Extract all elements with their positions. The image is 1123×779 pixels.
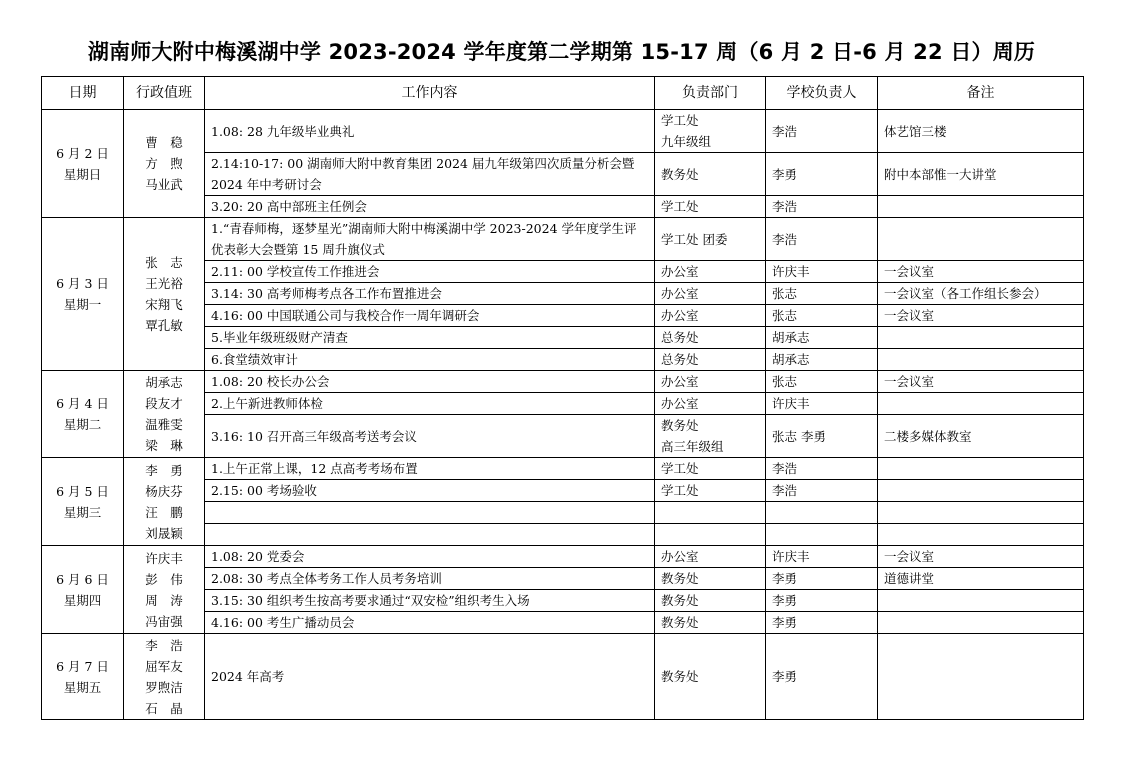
work-content-cell: 3.16: 10 召开高三年级高考送考会议 (205, 415, 655, 458)
notes-cell (878, 524, 1084, 546)
notes-cell (878, 612, 1084, 634)
notes-cell: 一会议室 (878, 305, 1084, 327)
notes-cell (878, 458, 1084, 480)
work-content-cell: 3.20: 20 高中部班主任例会 (205, 196, 655, 218)
school-lead-cell: 张志 (766, 283, 878, 305)
table-row (42, 634, 1084, 720)
table-row (42, 546, 1084, 568)
department-cell: 总务处 (655, 349, 766, 371)
department-cell: 办公室 (655, 546, 766, 568)
notes-cell (878, 393, 1084, 415)
school-lead-cell: 李浩 (766, 458, 878, 480)
notes-cell: 二楼多媒体教室 (878, 415, 1084, 458)
school-lead-cell: 胡承志 (766, 349, 878, 371)
duty-staff-cell: 李 浩 屈军友 罗煦洁 石 晶 (124, 634, 205, 720)
work-content-cell (205, 524, 655, 546)
work-content-cell: 4.16: 00 中国联通公司与我校合作一周年调研会 (205, 305, 655, 327)
department-cell: 总务处 (655, 327, 766, 349)
weekly-calendar-table (41, 76, 1084, 720)
department-cell: 教务处 (655, 634, 766, 720)
school-lead-cell (766, 524, 878, 546)
school-lead-cell: 李勇 (766, 568, 878, 590)
work-content-cell: 4.16: 00 考生广播动员会 (205, 612, 655, 634)
work-content-cell: 2.11: 00 学校宣传工作推进会 (205, 261, 655, 283)
work-content-cell: 1.08: 28 九年级毕业典礼 (205, 110, 655, 153)
work-content-cell: 2.15: 00 考场验收 (205, 480, 655, 502)
notes-cell: 一会议室 (878, 261, 1084, 283)
notes-cell (878, 327, 1084, 349)
department-cell: 办公室 (655, 261, 766, 283)
department-cell: 教务处 (655, 153, 766, 196)
duty-staff-cell: 张 志 王光裕 宋翔飞 覃孔敏 (124, 218, 205, 371)
school-lead-cell: 李浩 (766, 218, 878, 261)
duty-staff-cell: 曹 稳 方 煦 马业武 (124, 110, 205, 218)
notes-cell (878, 502, 1084, 524)
department-cell: 教务处 (655, 612, 766, 634)
work-content-cell: 5.毕业年级班级财产清查 (205, 327, 655, 349)
duty-staff-cell: 胡承志 段友才 温雅雯 梁 琳 (124, 371, 205, 458)
school-lead-cell: 李勇 (766, 612, 878, 634)
notes-cell: 体艺馆三楼 (878, 110, 1084, 153)
school-lead-cell: 张志 (766, 371, 878, 393)
department-cell: 学工处 (655, 480, 766, 502)
header-duty-staff: 行政值班 (124, 77, 205, 110)
department-cell: 办公室 (655, 305, 766, 327)
department-cell: 办公室 (655, 283, 766, 305)
duty-staff-cell: 许庆丰 彭 伟 周 涛 冯宙强 (124, 546, 205, 634)
table-row (42, 371, 1084, 393)
department-cell: 学工处 (655, 458, 766, 480)
notes-cell: 一会议室 (878, 546, 1084, 568)
work-content-cell: 2.08: 30 考点全体考务工作人员考务培训 (205, 568, 655, 590)
school-lead-cell: 李勇 (766, 590, 878, 612)
date-cell: 6 月 7 日 星期五 (42, 634, 124, 720)
notes-cell: 一会议室（各工作组长参会） (878, 283, 1084, 305)
department-cell: 教务处 (655, 568, 766, 590)
department-cell: 办公室 (655, 371, 766, 393)
duty-staff-cell: 李 勇 杨庆芬 汪 鹏 刘晟颖 (124, 458, 205, 546)
department-cell (655, 524, 766, 546)
notes-cell: 一会议室 (878, 371, 1084, 393)
page-title: 湖南师大附中梅溪湖中学 2023-2024 学年度第二学期第 15-17 周（6 月 2 日-6 月 22 日）周历 (87, 40, 1036, 64)
department-cell: 学工处 九年级组 (655, 110, 766, 153)
work-content-cell: 2.上午新进教师体检 (205, 393, 655, 415)
notes-cell (878, 196, 1084, 218)
header-department: 负责部门 (655, 77, 766, 110)
work-content-cell: 1.“青春师梅，逐梦星光”湖南师大附中梅溪湖中学 2023-2024 学年度学生评优表彰大会暨第 15 周升旗仪式 (205, 218, 655, 261)
date-cell: 6 月 6 日 星期四 (42, 546, 124, 634)
notes-cell (878, 480, 1084, 502)
work-content-cell: 1.08: 20 校长办公会 (205, 371, 655, 393)
table-row (42, 458, 1084, 480)
work-content-cell: 6.食堂绩效审计 (205, 349, 655, 371)
header-work-content: 工作内容 (205, 77, 655, 110)
school-lead-cell (766, 502, 878, 524)
school-lead-cell: 李勇 (766, 153, 878, 196)
school-lead-cell: 李勇 (766, 634, 878, 720)
school-lead-cell: 许庆丰 (766, 393, 878, 415)
work-content-cell: 2.14:10-17: 00 湖南师大附中教育集团 2024 届九年级第四次质量分析会暨 2024 年中考研讨会 (205, 153, 655, 196)
school-lead-cell: 李浩 (766, 480, 878, 502)
department-cell: 教务处 高三年级组 (655, 415, 766, 458)
table-row (42, 218, 1084, 261)
date-cell: 6 月 2 日 星期日 (42, 110, 124, 218)
header-date: 日期 (42, 77, 124, 110)
header-notes: 备注 (878, 77, 1084, 110)
work-content-cell: 3.15: 30 组织考生按高考要求通过“双安检”组织考生入场 (205, 590, 655, 612)
department-cell: 学工处 (655, 196, 766, 218)
notes-cell: 附中本部惟一大讲堂 (878, 153, 1084, 196)
date-cell: 6 月 4 日 星期二 (42, 371, 124, 458)
work-content-cell: 2024 年高考 (205, 634, 655, 720)
work-content-cell (205, 502, 655, 524)
department-cell (655, 502, 766, 524)
notes-cell (878, 634, 1084, 720)
notes-cell (878, 349, 1084, 371)
notes-cell (878, 218, 1084, 261)
notes-cell: 道德讲堂 (878, 568, 1084, 590)
school-lead-cell: 张志 (766, 305, 878, 327)
header-school-lead: 学校负责人 (766, 77, 878, 110)
date-cell: 6 月 5 日 星期三 (42, 458, 124, 546)
notes-cell (878, 590, 1084, 612)
work-content-cell: 3.14: 30 高考师梅考点各工作布置推进会 (205, 283, 655, 305)
work-content-cell: 1.上午正常上课，12 点高考考场布置 (205, 458, 655, 480)
school-lead-cell: 许庆丰 (766, 261, 878, 283)
date-cell: 6 月 3 日 星期一 (42, 218, 124, 371)
work-content-cell: 1.08: 20 党委会 (205, 546, 655, 568)
school-lead-cell: 许庆丰 (766, 546, 878, 568)
department-cell: 教务处 (655, 590, 766, 612)
school-lead-cell: 张志 李勇 (766, 415, 878, 458)
school-lead-cell: 李浩 (766, 196, 878, 218)
table-row (42, 110, 1084, 153)
department-cell: 学工处 团委 (655, 218, 766, 261)
school-lead-cell: 李浩 (766, 110, 878, 153)
school-lead-cell: 胡承志 (766, 327, 878, 349)
department-cell: 办公室 (655, 393, 766, 415)
header-row (42, 77, 1084, 110)
